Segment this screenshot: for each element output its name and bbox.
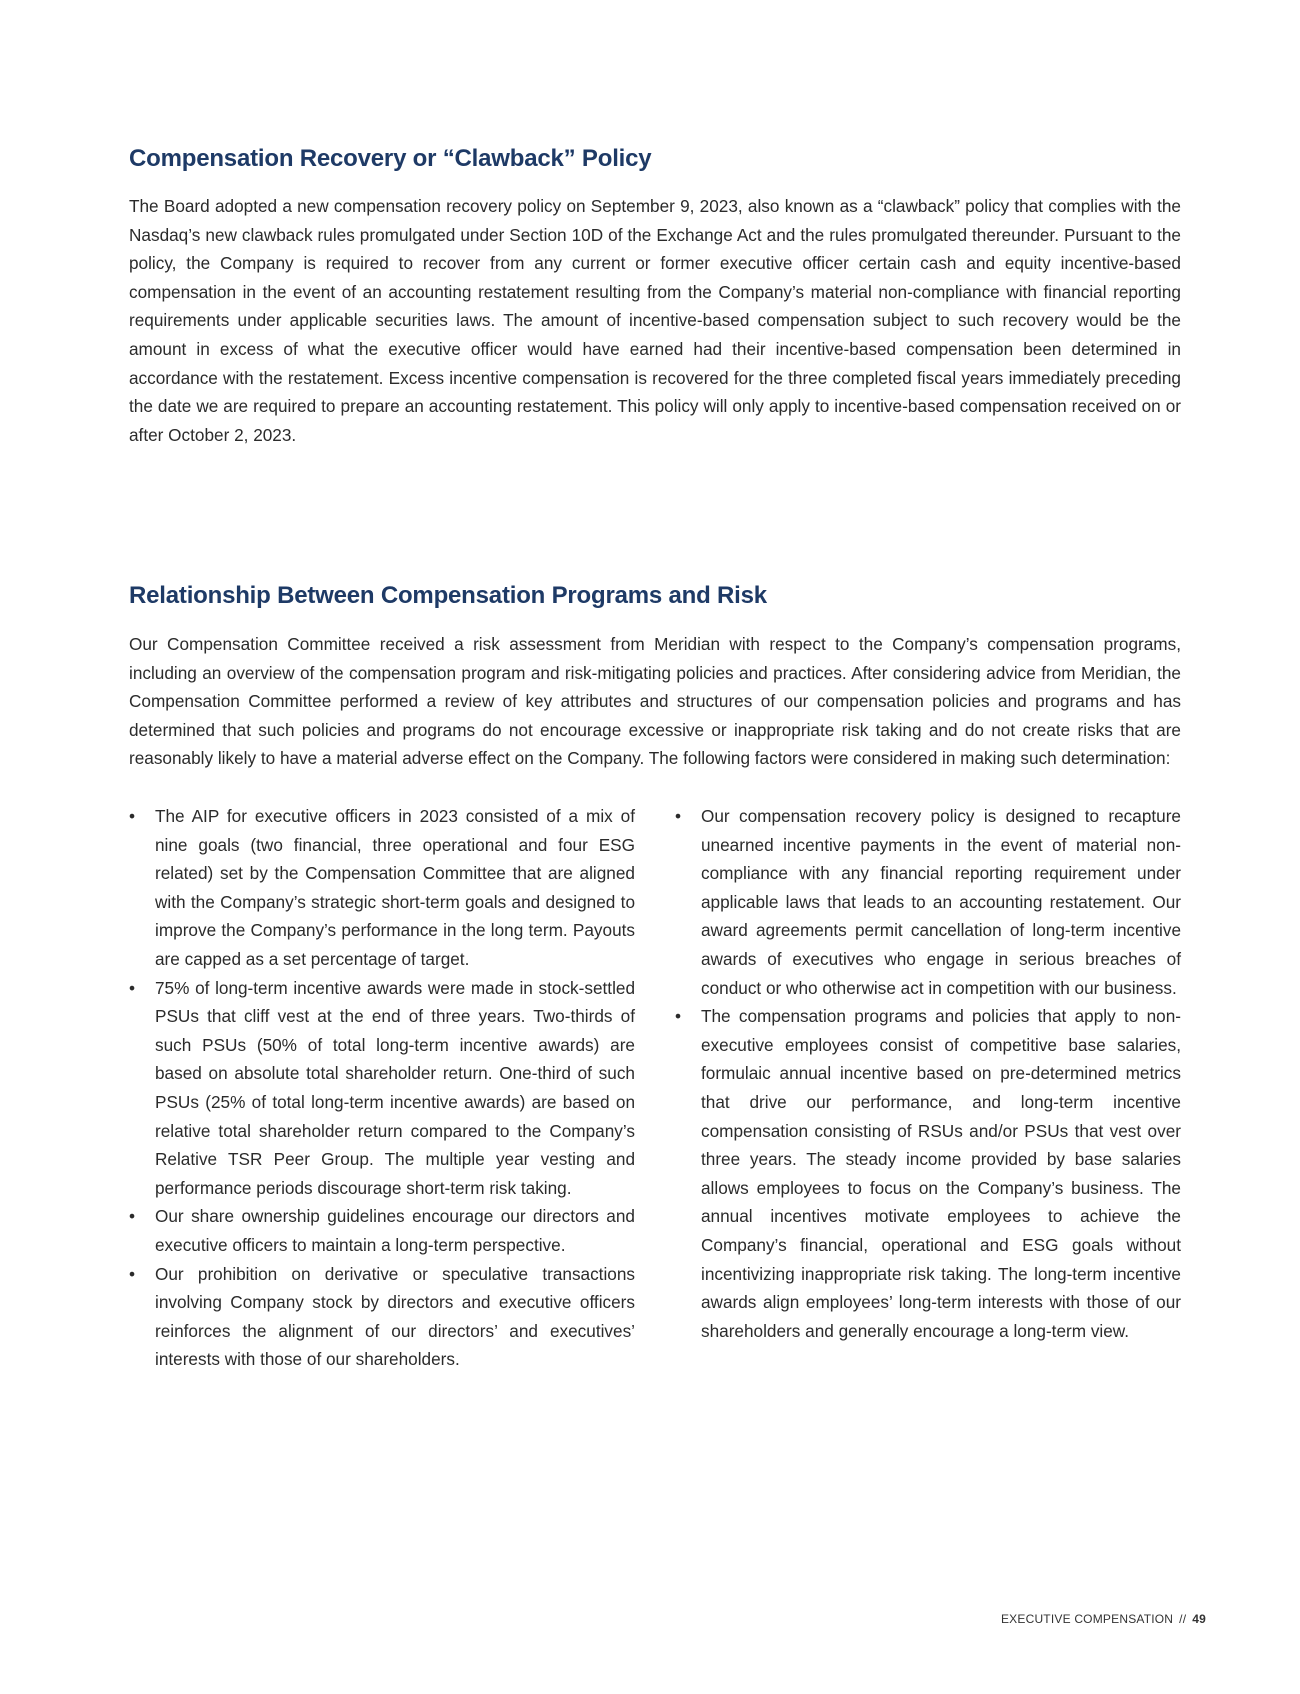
list-item: • Our share ownership guidelines encourage our directors and executive officers to maintain a long-term perspective.: [129, 1202, 635, 1259]
footer-section-label: EXECUTIVE COMPENSATION: [1000, 1612, 1174, 1626]
bullet-icon: •: [129, 1263, 136, 1284]
list-item: • 75% of long-term incentive awards were made in stock-settled PSUs that cliff vest at the end of three years. Two-thirds of such PSUs (50% of total long-term incentive awards) are based on absolute total shareholder return. One-third of such PSUs (25% of total long-term incentive awards) are based on relative total shareholder return compared to the Company’s Relative TSR Peer Group. The multiple year vesting and performance periods discourage short-term risk taking.: [129, 974, 635, 1203]
footer-separator: //: [1179, 1612, 1187, 1626]
page-footer: [1001, 1612, 1206, 1626]
compensation-risk-intro: Our Compensation Committee received a risk assessment from Meridian with respect to the Company’s compensation programs, including an overview of the compensation program and risk-mitigating policies and practices. After considering advice from Meridian, the Compensation Committee performed a review of key attributes and structures of our compensation policies and programs and has determined that such policies and programs do not encourage excessive or inappropriate risk taking and do not create risks that are reasonably likely to have a material adverse effect on the Company. The following factors were considered in making such determination:: [129, 634, 1181, 769]
list-item: • The AIP for executive officers in 2023 consisted of a mix of nine goals (two financial, three operational and four ESG related) set by the Compensation Committee that are aligned with the Company’s strategic short-term goals and designed to improve the Company’s performance in the long term. Payouts are capped as a set percentage of target.: [129, 802, 635, 974]
left-bullet-list: [129, 802, 635, 1374]
bullet-icon: •: [675, 806, 682, 826]
list-item: • Our compensation recovery policy is designed to recapture unearned incentive payments in the event of material non-compliance with any financial reporting requirement under applicable laws that leads to an accounting restatement. Our award agreements permit cancellation of long-term incentive awards of executives who engage in serious breaches of conduct or who otherwise act in competition with our business.: [675, 802, 1181, 1002]
page-number: 49: [1192, 1612, 1206, 1626]
right-bullet-list: [675, 802, 1181, 1345]
list-item: • Our prohibition on derivative or speculative transactions involving Company stock by directors and executive officers reinforces the alignment of our directors’ and executives’ interests with those of our shareholders.: [129, 1260, 635, 1374]
bullet-icon: •: [675, 1006, 682, 1027]
bullet-icon: •: [129, 1206, 136, 1227]
bullet-icon: •: [129, 977, 136, 998]
compensation-risk-heading: Relationship Between Compensation Programs and Risk: [129, 582, 767, 609]
bullet-icon: •: [129, 806, 136, 826]
clawback-policy-body: The Board adopted a new compensation recovery policy on September 9, 2023, also known as a “clawback” policy that complies with the Nasdaq’s new clawback rules promulgated under Section 10D of the Exchange Act and the rules promulgated thereunder. Pursuant to the policy, the Company is required to recover from any current or former executive officer certain cash and equity incentive-based compensation in the event of an accounting restatement resulting from the Company’s material non-compliance with financial reporting requirements under applicable securities laws. The amount of incentive-based compensation subject to such recovery would be the amount in excess of what the executive officer would have earned had their incentive-based compensation been determined in accordance with the restatement. Excess incentive compensation is recovered for the three completed fiscal years immediately preceding the date we are required to prepare an accounting restatement. This policy will only apply to incentive-based compensation received on or after October 2, 2023.: [129, 196, 1181, 445]
clawback-policy-heading: Compensation Recovery or “Clawback” Policy: [129, 145, 652, 172]
list-item: • The compensation programs and policies that apply to non-executive employees consist of competitive base salaries, formulaic annual incentive based on pre-determined metrics that drive our performance, and long-term incentive compensation consisting of RSUs and/or PSUs that vest over three years. The steady income provided by base salaries allows employees to focus on the Company’s business. The annual incentives motivate employees to achieve the Company’s financial, operational and ESG goals without incentivizing inappropriate risk taking. The long-term incentive awards align employees’ long-term interests with those of our shareholders and generally encourage a long-term view.: [675, 1002, 1181, 1345]
